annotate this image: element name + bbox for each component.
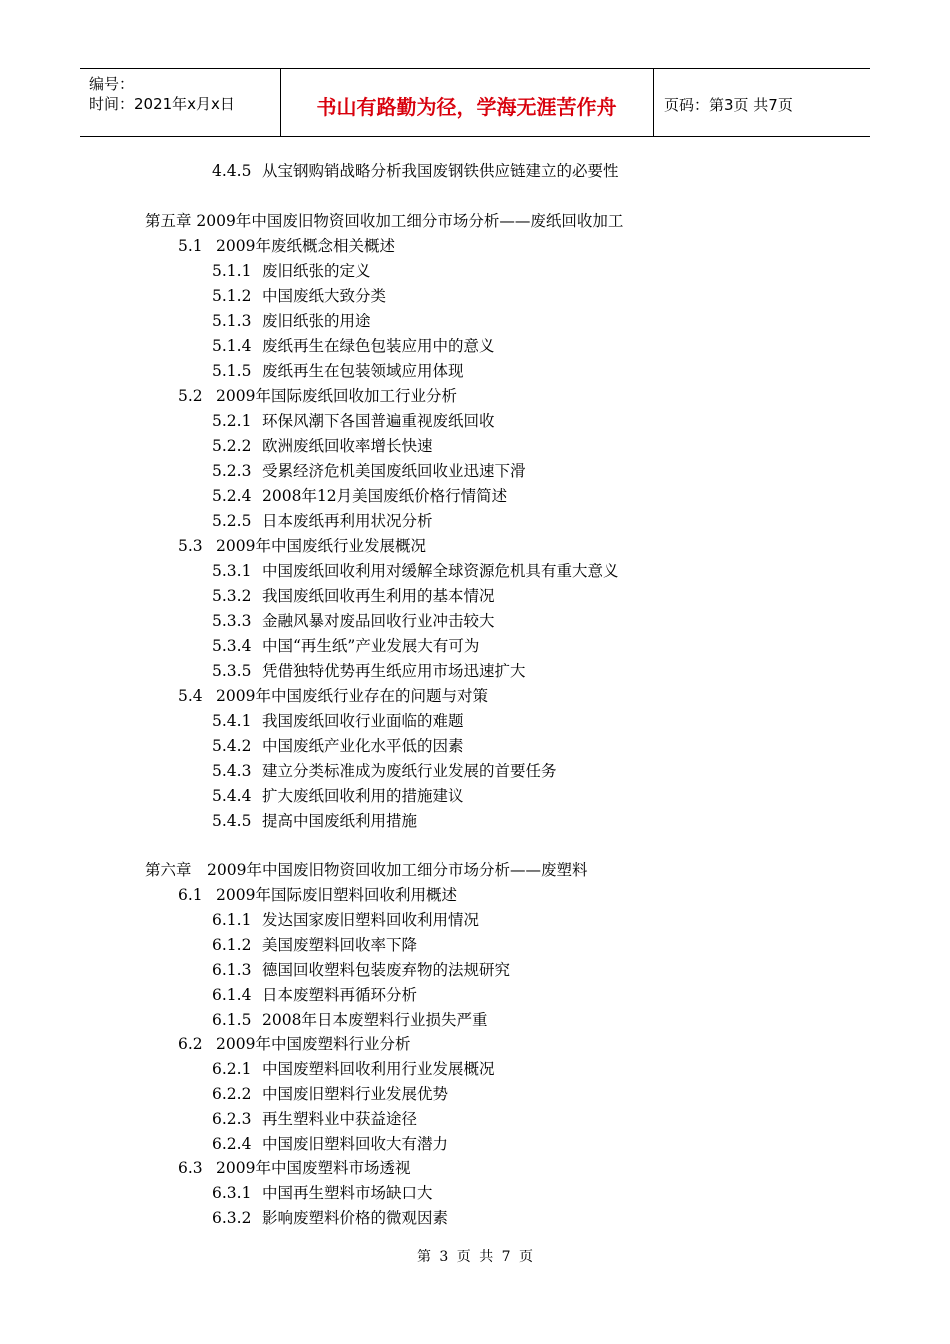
toc-entry-title: 提高中国废纸利用措施	[262, 812, 418, 830]
toc-entry-number: 6.1.5	[212, 1011, 252, 1029]
toc-entry	[212, 336, 495, 356]
toc-entry-number: 5.4.1	[212, 712, 252, 730]
toc-entry-number: 5.4	[178, 687, 203, 705]
toc-entry	[212, 411, 495, 431]
toc-entry-title: 受累经济危机美国废纸回收业迅速下滑	[262, 462, 526, 480]
toc-entry-title: 2009年中国废塑料市场透视	[216, 1159, 411, 1177]
toc-entry	[212, 786, 464, 806]
toc-entry-number: 6.2	[178, 1035, 203, 1053]
toc-entry-number: 5.3.2	[212, 587, 252, 605]
toc-entry-number: 6.1.4	[212, 986, 252, 1004]
toc-entry-title: 环保风潮下各国普遍重视废纸回收	[262, 412, 495, 430]
toc-entry	[212, 486, 507, 506]
toc-entry-number: 6.2.1	[212, 1060, 252, 1078]
toc-entry-title: 日本废塑料再循环分析	[262, 986, 418, 1004]
toc-entry-title: 从宝钢购销战略分析我国废钢铁供应链建立的必要性	[262, 162, 619, 180]
toc-entry-title: 建立分类标准成为废纸行业发展的首要任务	[262, 762, 557, 780]
toc-entry	[212, 935, 417, 955]
toc-entry-title: 中国废纸大致分类	[262, 287, 387, 305]
toc-entry	[212, 1084, 448, 1104]
page-footer	[0, 1246, 950, 1266]
toc-entry-title: 废旧纸张的定义	[262, 262, 371, 280]
toc-entry-number: 5.3.5	[212, 662, 252, 680]
toc-entry-number: 6.2.4	[212, 1135, 252, 1153]
toc-entry-number: 5.1	[178, 237, 203, 255]
toc-section	[178, 1034, 410, 1054]
toc-entry	[212, 611, 495, 631]
document-date-label: 时间：2021年x月x日	[89, 95, 235, 113]
toc-entry-number: 6.3.1	[212, 1184, 252, 1202]
toc-entry	[212, 1208, 448, 1228]
toc-entry-title: 美国废塑料回收率下降	[262, 936, 418, 954]
toc-entry-title: 发达国家废旧塑料回收利用情况	[262, 911, 480, 929]
toc-entry-title: 日本废纸再利用状况分析	[262, 512, 433, 530]
toc-entry-number: 4.4.5	[212, 162, 252, 180]
toc-entry-title: 影响废塑料价格的微观因素	[262, 1209, 449, 1227]
toc-entry-title: 我国废纸回收再生利用的基本情况	[262, 587, 495, 605]
toc-chapter-heading	[145, 860, 587, 880]
toc-entry-number: 5.2.5	[212, 512, 252, 530]
toc-entry-title: 中国废旧塑料行业发展优势	[262, 1085, 449, 1103]
toc-entry	[212, 960, 510, 980]
toc-section	[178, 236, 395, 256]
toc-entry	[212, 636, 479, 656]
toc-entry	[212, 661, 526, 681]
toc-entry-title: 凭借独特优势再生纸应用市场迅速扩大	[262, 662, 526, 680]
toc-entry-number: 6.3	[178, 1159, 203, 1177]
toc-entry-title: 2008年12月美国废纸价格行情简述	[262, 487, 508, 505]
toc-entry-number: 5.1.2	[212, 287, 252, 305]
toc-entry-title: 2009年废纸概念相关概述	[216, 237, 395, 255]
toc-entry	[212, 361, 464, 381]
toc-entry	[212, 811, 417, 831]
toc-entry-number: 6.1.1	[212, 911, 252, 929]
toc-entry-title: 2009年中国废塑料行业分析	[216, 1035, 411, 1053]
toc-section	[178, 536, 426, 556]
toc-entry-number: 6.2.2	[212, 1085, 252, 1103]
toc-entry	[212, 286, 386, 306]
toc-entry-title: 再生塑料业中获益途径	[262, 1110, 418, 1128]
toc-section	[178, 386, 457, 406]
toc-entry-title: 中国“再生纸”产业发展大有可为	[262, 637, 480, 655]
toc-entry	[212, 461, 526, 481]
toc-entry	[212, 561, 619, 581]
toc-entry-number: 5.1.3	[212, 312, 252, 330]
toc-entry-number: 5.4.4	[212, 787, 252, 805]
toc-entry	[212, 436, 433, 456]
toc-entry	[212, 1183, 433, 1203]
toc-entry-number: 5.1.1	[212, 262, 252, 280]
toc-entry-title: 2009年中国废纸行业存在的问题与对策	[216, 687, 488, 705]
toc-entry-title: 2009年中国废纸行业发展概况	[216, 537, 426, 555]
toc-entry-number: 5.3.4	[212, 637, 252, 655]
toc-section	[178, 885, 457, 905]
toc-entry-number: 6.3.2	[212, 1209, 252, 1227]
toc-entry-title: 2009年国际废旧塑料回收利用概述	[216, 886, 457, 904]
toc-entry-title: 德国回收塑料包装废弃物的法规研究	[262, 961, 511, 979]
toc-entry	[212, 1010, 487, 1030]
toc-entry-number: 6.1	[178, 886, 203, 904]
toc-entry-title: 我国废纸回收行业面临的难题	[262, 712, 464, 730]
toc-entry-title: 欧洲废纸回收率增长快速	[262, 437, 433, 455]
toc-entry-title: 金融风暴对废品回收行业冲击较大	[262, 612, 495, 630]
toc-entry	[212, 511, 433, 531]
toc-entry-number: 5.2.4	[212, 487, 252, 505]
toc-entry	[212, 311, 371, 331]
toc-entry-title: 废纸再生在绿色包装应用中的意义	[262, 337, 495, 355]
toc-chapter-title: 第五章 2009年中国废旧物资回收加工细分市场分析——废纸回收加工	[145, 212, 624, 230]
toc-entry	[212, 985, 417, 1005]
toc-entry-number: 5.2.3	[212, 462, 252, 480]
toc-entry-number: 5.4.2	[212, 737, 252, 755]
toc-entry	[212, 1059, 495, 1079]
toc-entry-title: 中国再生塑料市场缺口大	[262, 1184, 433, 1202]
toc-entry	[212, 261, 371, 281]
toc-entry-number: 5.4.3	[212, 762, 252, 780]
toc-entry-title: 中国废旧塑料回收大有潜力	[262, 1135, 449, 1153]
toc-entry	[212, 161, 619, 181]
toc-entry-number: 5.1.4	[212, 337, 252, 355]
toc-entry-title: 中国废纸回收利用对缓解全球资源危机具有重大意义	[262, 562, 619, 580]
header-page-number: 页码：第3页 共7页	[664, 96, 793, 114]
toc-entry-number: 5.3	[178, 537, 203, 555]
toc-section	[178, 686, 488, 706]
toc-chapter-heading	[145, 211, 623, 231]
toc-entry	[212, 761, 557, 781]
toc-entry-title: 废纸再生在包装领域应用体现	[262, 362, 464, 380]
toc-entry-number: 6.1.2	[212, 936, 252, 954]
toc-entry-title: 废旧纸张的用途	[262, 312, 371, 330]
toc-entry	[212, 711, 464, 731]
toc-entry-number: 6.2.3	[212, 1110, 252, 1128]
toc-entry-number: 6.1.3	[212, 961, 252, 979]
toc-entry-number: 5.3.3	[212, 612, 252, 630]
toc-entry-number: 5.3.1	[212, 562, 252, 580]
toc-entry-title: 2009年国际废纸回收加工行业分析	[216, 387, 457, 405]
toc-entry	[212, 586, 495, 606]
toc-entry-title: 2008年日本废塑料行业损失严重	[262, 1011, 488, 1029]
toc-entry	[212, 1134, 448, 1154]
toc-entry-title: 中国废纸产业化水平低的因素	[262, 737, 464, 755]
toc-entry-number: 5.4.5	[212, 812, 252, 830]
toc-entry	[212, 736, 464, 756]
toc-entry-title: 扩大废纸回收利用的措施建议	[262, 787, 464, 805]
toc-entry	[212, 910, 479, 930]
toc-entry-number: 5.2.1	[212, 412, 252, 430]
toc-chapter-title: 第六章 2009年中国废旧物资回收加工细分市场分析——废塑料	[145, 861, 588, 879]
toc-entry	[212, 1109, 417, 1129]
footer-page-number: 第 3 页 共 7 页	[416, 1249, 534, 1265]
toc-section	[178, 1158, 410, 1178]
toc-entry-number: 5.2	[178, 387, 203, 405]
toc-entry-title: 中国废塑料回收利用行业发展概况	[262, 1060, 495, 1078]
toc-entry-number: 5.2.2	[212, 437, 252, 455]
document-number-label: 编号：	[89, 75, 135, 93]
toc-entry-number: 5.1.5	[212, 362, 252, 380]
header-motto: 书山有路勤为径，学海无涯苦作舟	[316, 95, 617, 119]
